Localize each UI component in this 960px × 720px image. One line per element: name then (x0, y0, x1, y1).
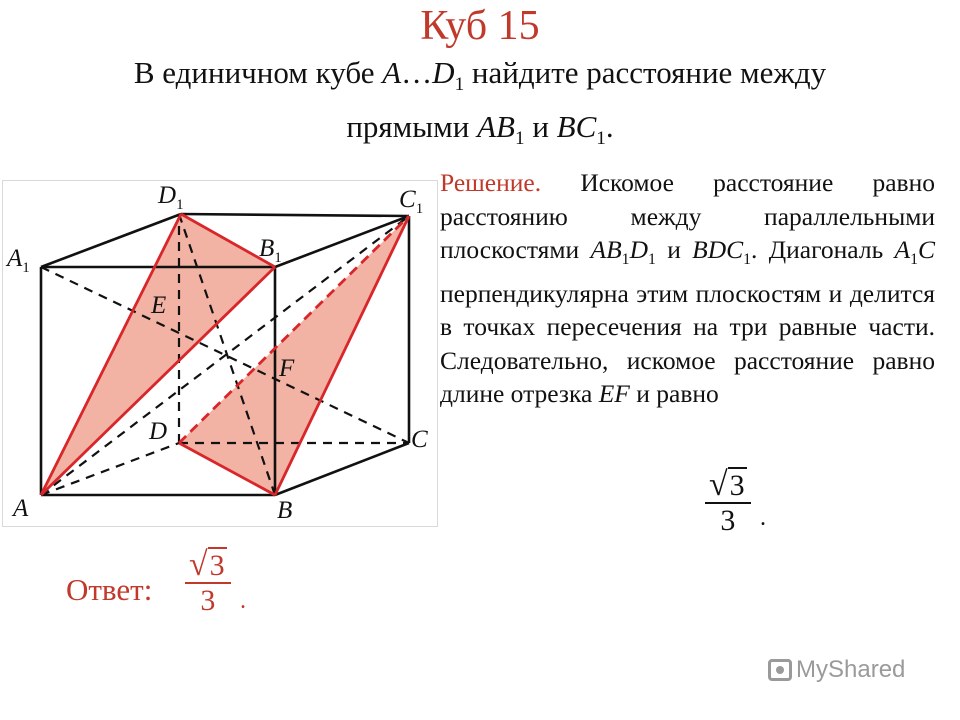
myshared-logo-icon (768, 659, 792, 681)
answer-fraction (185, 548, 231, 616)
solution-part: перпендикулярна этим плоскостям и делится в точках пересечения на три равные части. Следовательно, искомое расстояние равно длине отрезка (440, 278, 935, 409)
problem-line-1 (40, 52, 920, 106)
solution-part: и (655, 235, 693, 264)
label-b1: $B_1$ (259, 235, 282, 266)
period: . (240, 588, 246, 614)
label-a: A (13, 495, 29, 522)
math-a: A (382, 55, 402, 90)
solution-part: и равно (629, 379, 719, 409)
fraction-numerator (185, 548, 231, 584)
solution-fraction (705, 468, 751, 536)
label-c1: $C_1$ (399, 186, 424, 217)
period: . (605, 109, 614, 145)
period: . (760, 505, 766, 531)
math-sub: 1 (454, 74, 465, 96)
math-a: A (894, 235, 911, 264)
problem-text: и (524, 109, 557, 145)
problem-text: прямыми (346, 109, 478, 145)
math-c: C (917, 235, 935, 264)
fraction-denominator: 3 (200, 584, 216, 617)
label-d: D (149, 418, 168, 445)
math-sub: 1 (910, 251, 918, 269)
watermark-text: MyShared (796, 656, 906, 683)
slide-title: Куб 15 (420, 3, 540, 49)
label-f: F (279, 355, 295, 382)
label-b: B (277, 497, 293, 524)
cube-diagram (3, 181, 437, 526)
solution-part: . Диагональ (751, 235, 895, 264)
solution-label: Решение. (440, 168, 542, 197)
fraction-denominator: 3 (720, 504, 736, 537)
problem-line-2 (40, 106, 920, 160)
cube-figure (2, 180, 438, 527)
fraction-numerator (705, 468, 751, 504)
problem-text: найдите расстояние между (464, 55, 827, 90)
label-e: E (151, 292, 167, 319)
math-d: D (629, 235, 648, 264)
problem-statement (40, 52, 920, 160)
label-c: C (411, 426, 428, 453)
math-ab: AB (590, 235, 622, 264)
math-sub: 1 (743, 251, 752, 269)
math-ef: EF (598, 379, 630, 409)
ellipsis: … (401, 55, 433, 90)
math-d: D (432, 55, 455, 90)
math-sub: 1 (596, 128, 606, 150)
label-d1: $D_1$ (158, 182, 184, 213)
answer-label: Ответ: (66, 572, 153, 607)
math-bdc: BDC (692, 235, 744, 264)
label-a1: $A_1$ (7, 245, 30, 276)
radicand: 3 (209, 549, 225, 582)
radicand: 3 (729, 469, 745, 502)
problem-text: В единичном кубе (133, 55, 383, 90)
solution-part: Искомое расстояние равно расстоянию между параллельными плоскостями (440, 168, 935, 264)
sqrt-icon: √ (709, 466, 728, 503)
math-sub: 1 (647, 251, 656, 269)
solution-text (440, 166, 935, 411)
math-sub: 1 (514, 128, 525, 150)
math-bc: BC (556, 109, 597, 145)
math-ab: AB (477, 109, 515, 145)
edge-c1d1 (181, 214, 409, 216)
watermark (768, 656, 905, 684)
sqrt-icon: √ (189, 546, 208, 583)
math-sub: 1 (621, 251, 630, 269)
